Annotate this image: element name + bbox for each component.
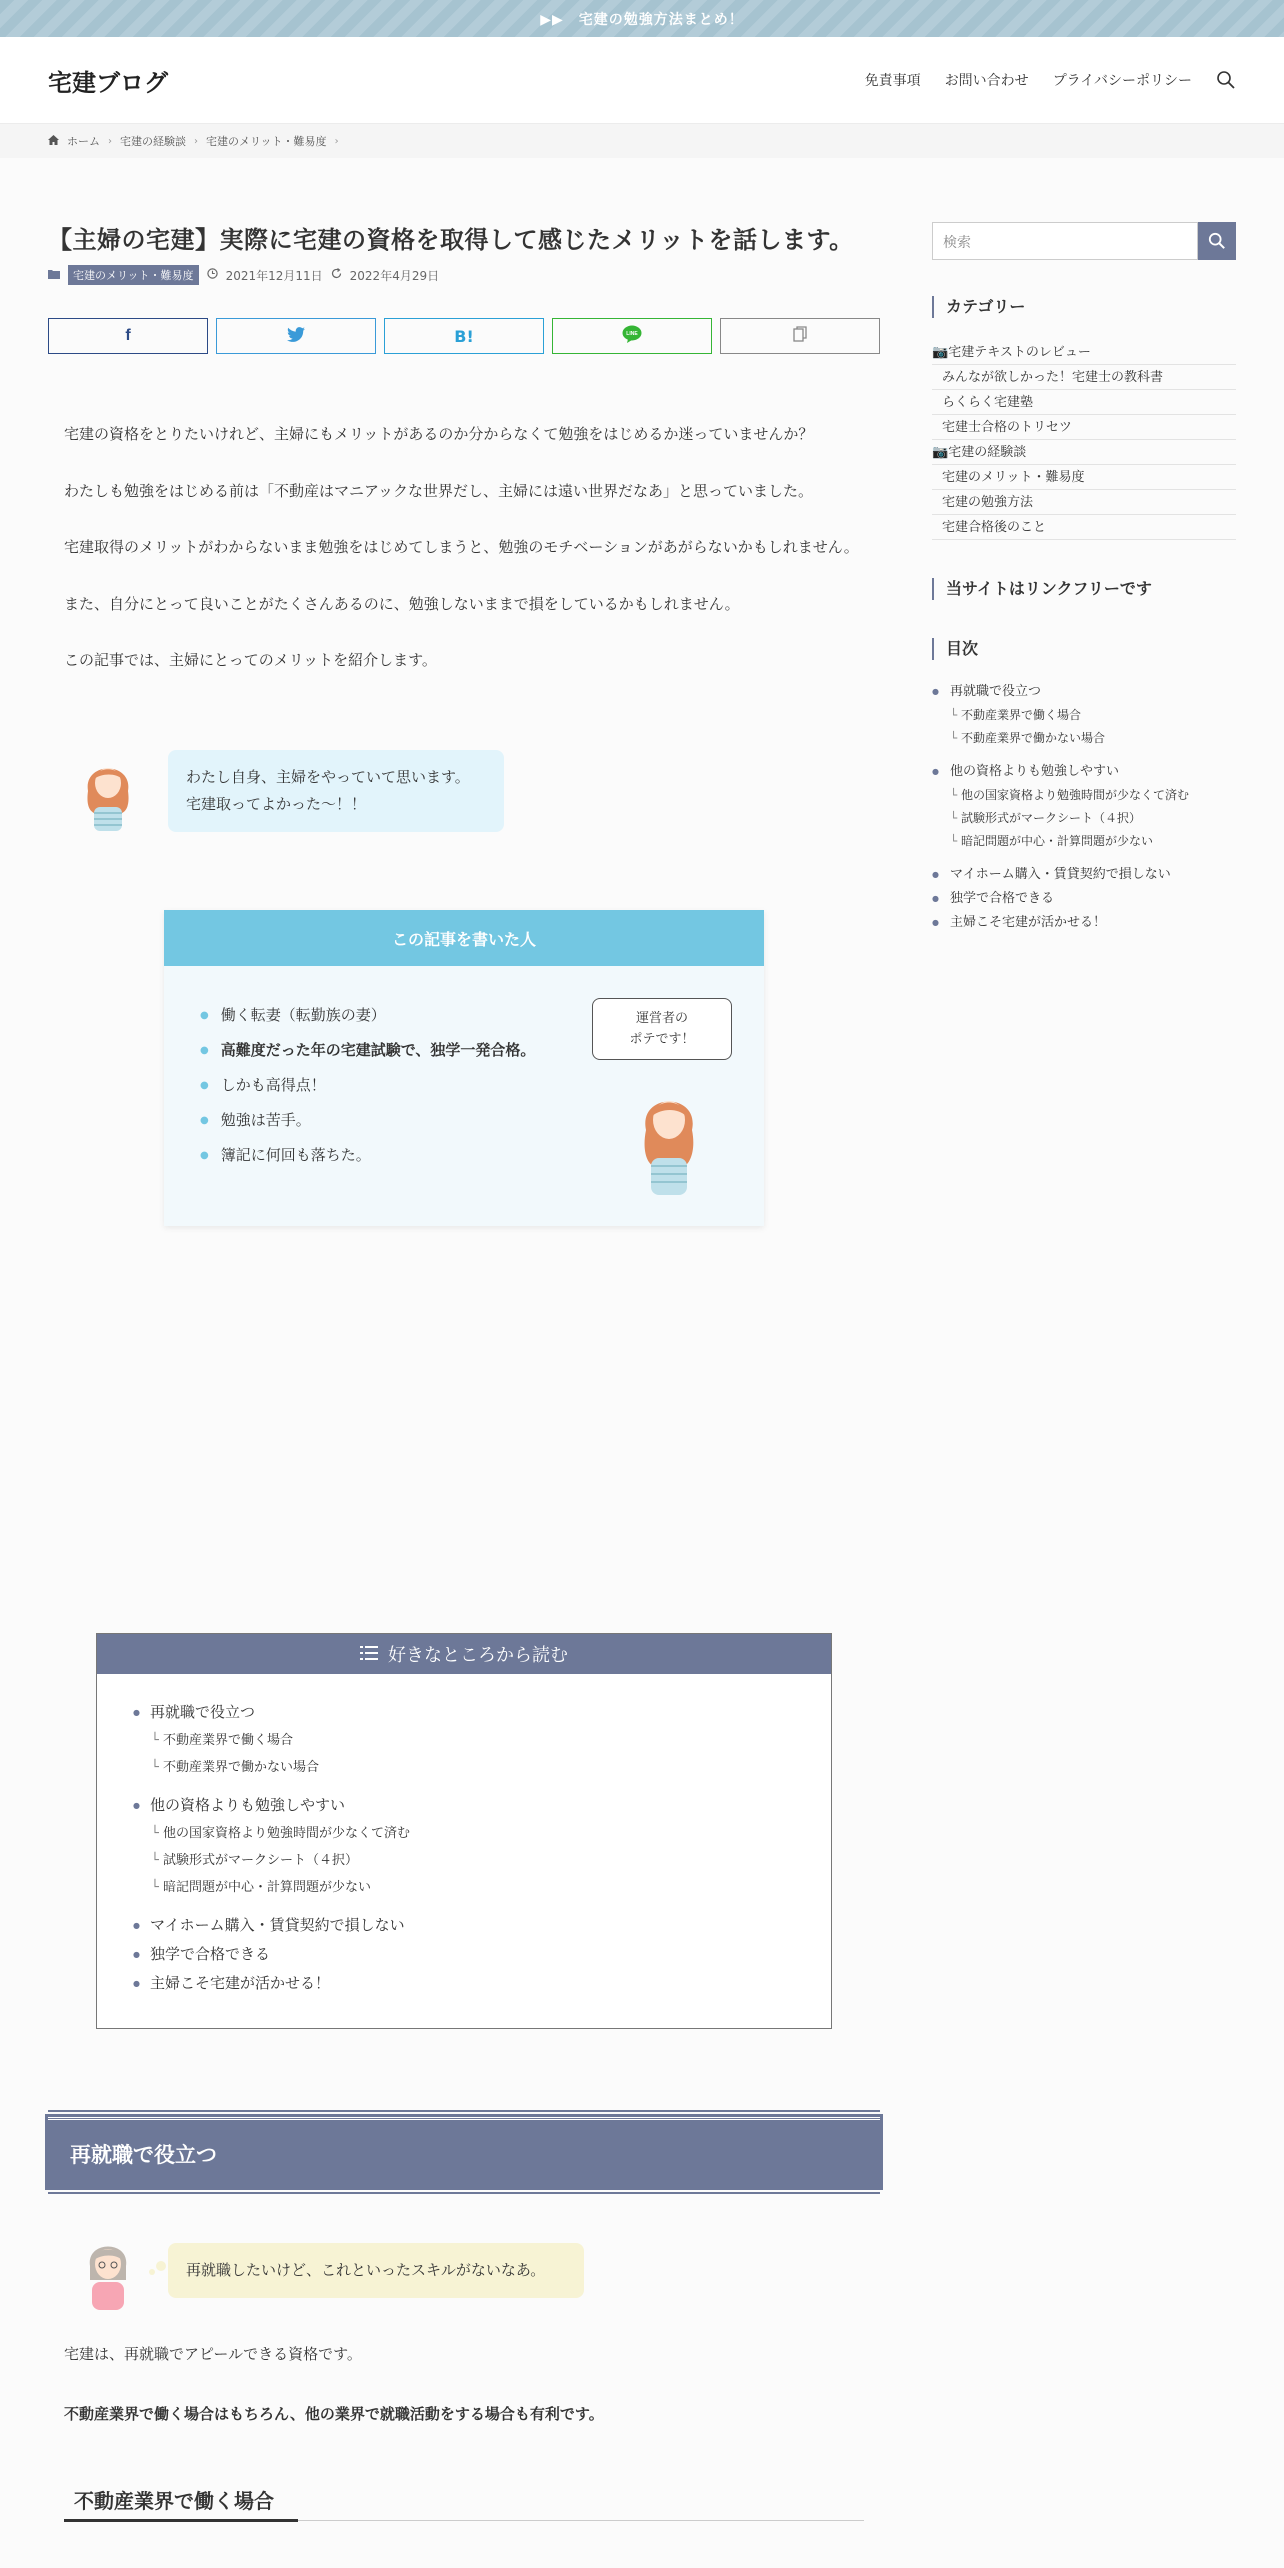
author-avatar (78, 751, 138, 831)
profile-item: ● しかも高得点！ (200, 1068, 535, 1103)
toc-link[interactable]: ● 主婦こそ宅建が活かせる！ (133, 1969, 831, 1998)
breadcrumb-home[interactable]: ホーム (67, 135, 100, 148)
site-header (0, 37, 1284, 124)
home-icon (48, 135, 59, 148)
toc-link[interactable]: ● 独学で合格できる (932, 887, 1236, 911)
paragraph: 宅建の資格をとりたいけれど、主婦にもメリットがあるのか分からなくて勉強をはじめるか迷っていませんか？ (64, 425, 814, 443)
search-icon (1208, 232, 1226, 250)
chevron-right-icon: › (108, 135, 112, 147)
profile-bubble-line: 運営者の (635, 1011, 688, 1026)
author-illustration (634, 1080, 704, 1199)
chevron-right-icon: › (194, 135, 198, 147)
nav-disclaimer[interactable]: 免責事項 (864, 73, 921, 89)
toc-link[interactable]: ● 再就職で役立つ (133, 1698, 831, 1727)
speech-bubble (168, 750, 504, 832)
toc-link[interactable]: └ 不動産業界で働かない場合 (932, 727, 1236, 750)
update-icon (331, 268, 342, 282)
breadcrumb-experience[interactable]: 宅建の経験談 (120, 135, 186, 148)
toc-link[interactable]: └ 他の国家資格より勉強時間が少なくて済む (932, 784, 1236, 807)
toc-link[interactable]: └ 暗記問題が中心・計算問題が少ない (133, 1874, 831, 1901)
copy-link-button[interactable] (720, 318, 880, 354)
category-link[interactable]: 宅建合格後のこと (932, 515, 1236, 540)
clock-icon (207, 268, 218, 282)
toc-link[interactable]: ● 主婦こそ宅建が活かせる！ (932, 911, 1236, 935)
speech-balloon-reader (78, 2230, 584, 2310)
toc-link[interactable]: ● 他の資格よりも勉強しやすい (133, 1791, 831, 1820)
global-nav (865, 70, 1236, 90)
reader-avatar (78, 2230, 138, 2310)
share-hatena-button[interactable] (384, 318, 544, 354)
speech-bubble: 再就職したいけど、これといったスキルがないなあ。 (168, 2243, 584, 2298)
share-twitter-button[interactable] (216, 318, 376, 354)
breadcrumb (0, 124, 1284, 158)
line-icon (622, 325, 642, 347)
breadcrumb-merit[interactable]: 宅建のメリット・難易度 (206, 135, 327, 148)
svg-text:LINE: LINE (626, 331, 638, 337)
profile-item: ● 働く転妻（転勤族の妻） (200, 998, 535, 1033)
toc-link[interactable]: ● マイホーム購入・賃貸契約で損しない (133, 1911, 831, 1940)
speech-line: 宅建取ってよかった～！！ (186, 795, 367, 813)
search-button[interactable] (1198, 222, 1236, 260)
site-logo[interactable]: 宅建ブログ (48, 68, 168, 97)
profile-item: ● 勉強は苦手。 (200, 1103, 535, 1138)
toc-link[interactable]: ● マイホーム購入・賃貸契約で損しない (932, 863, 1236, 887)
toc-link[interactable]: ● 他の資格よりも勉強しやすい (932, 760, 1236, 784)
toc-link[interactable]: └ 試験形式がマークシート（４択） (133, 1847, 831, 1874)
folder-icon (48, 268, 60, 282)
category-link[interactable]: みんなが欲しかった！宅建士の教科書 (932, 365, 1236, 390)
toc-link[interactable]: └ 不動産業界で働く場合 (133, 1727, 831, 1754)
copy-icon (793, 326, 807, 346)
profile-item: ● 高難度だった年の宅建試験で、独学一発合格。 (200, 1033, 535, 1068)
nav-privacy[interactable]: プライバシーポリシー (1052, 73, 1192, 89)
paragraph: また、自分にとって良いことがたくさんあるのに、勉強しないままで損をしているかもしれません。 (64, 594, 740, 613)
toc-link[interactable]: └ 不動産業界で働く場合 (932, 704, 1236, 727)
list-icon (360, 1644, 378, 1665)
category-link[interactable]: 宅建の勉強方法 (932, 490, 1236, 515)
subsection-heading (64, 2485, 864, 2521)
share-facebook-button[interactable] (48, 318, 208, 354)
heading-underline (64, 2519, 298, 2522)
paragraph-bold: 不動産業界で働く場合はもちろん、他の業界で就職活動をする場合も有利です。 (64, 2405, 604, 2423)
chevron-right-icon: › (334, 135, 339, 147)
nav-contact[interactable]: お問い合わせ (944, 73, 1029, 89)
toc-title: 好きなところから読む (388, 1645, 568, 1666)
camera-icon: 📷 (932, 345, 949, 360)
toc-link[interactable]: └ 試験形式がマークシート（４択） (932, 807, 1236, 830)
toc-link[interactable]: └ 他の国家資格より勉強時間が少なくて済む (133, 1820, 831, 1847)
subsection-title: 不動産業界で働く場合 (74, 2489, 274, 2513)
paragraph: 宅建は、再就職でアピールできる資格です。 (64, 2345, 362, 2363)
article-meta (48, 265, 439, 285)
category-link[interactable]: らくらく宅建塾 (932, 390, 1236, 415)
category-link[interactable]: 📷宅建テキストのレビュー (932, 340, 1236, 365)
table-of-contents (96, 1633, 832, 2029)
updated-date: 2022年4月29日 (349, 268, 440, 283)
search-input[interactable]: 検索 (932, 222, 1198, 260)
toc-heading (97, 1634, 831, 1674)
category-list (932, 340, 1236, 540)
categories-title: カテゴリー (932, 296, 1025, 318)
camera-icon: 📷 (932, 445, 949, 460)
twitter-icon (287, 327, 305, 346)
profile-speech-bubble (592, 998, 732, 1060)
toc-link[interactable]: └ 不動産業界で働かない場合 (133, 1754, 831, 1781)
category-link[interactable]: 📷宅建の経験談 (932, 440, 1236, 465)
share-line-button[interactable] (552, 318, 712, 354)
search-icon[interactable] (1216, 70, 1236, 90)
paragraph: 宅建取得のメリットがわからないまま勉強をはじめてしまうと、勉強のモチベーションがあがらないかもしれません。 (64, 538, 859, 556)
sidebar-search (932, 222, 1236, 260)
section-heading: 再就職で役立つ (48, 2117, 880, 2187)
sidebar-toc-list (932, 680, 1236, 935)
profile-list (200, 998, 535, 1173)
category-badge[interactable]: 宅建のメリット・難易度 (68, 265, 199, 285)
toc-link[interactable]: ● 再就職で役立つ (932, 680, 1236, 704)
linkfree-title: 当サイトはリンクフリーです (932, 578, 1152, 600)
hatena-icon: B! (454, 326, 474, 346)
profile-bubble-line: ポテです！ (629, 1031, 695, 1047)
category-link[interactable]: 宅建のメリット・難易度 (932, 465, 1236, 490)
speech-line: わたし自身、主婦をやっていて思います。 (186, 768, 470, 786)
paragraph: わたしも勉強をはじめる前は「不動産はマニアックな世界だし、主婦には遠い世界だなあ」と思っていました。 (64, 481, 813, 500)
category-link[interactable]: 宅建士合格のトリセツ (932, 415, 1236, 440)
announcement-bar[interactable] (0, 0, 1284, 37)
paragraph: この記事では、主婦にとってのメリットを紹介します。 (64, 651, 437, 669)
article-title: 【主婦の宅建】実際に宅建の資格を取得して感じたメリットを話します。 (48, 226, 854, 254)
published-date: 2021年12月11日 (225, 268, 323, 283)
toc-link[interactable]: └ 暗記問題が中心・計算問題が少ない (932, 830, 1236, 853)
speech-balloon-author (78, 750, 504, 832)
article-body (64, 420, 864, 703)
announcement-text[interactable]: ▶▶ 宅建の勉強方法まとめ！ (540, 11, 744, 28)
share-buttons (48, 318, 880, 354)
toc-list (97, 1674, 831, 1998)
facebook-icon: f (125, 327, 131, 344)
profile-item: ● 簿記に何回も落ちた。 (200, 1138, 535, 1173)
toc-link[interactable]: ● 独学で合格できる (133, 1940, 831, 1969)
author-profile-box (164, 910, 764, 1226)
profile-heading: この記事を書いた人 (164, 910, 764, 966)
sidebar-toc-title: 目次 (932, 638, 978, 660)
thought-dots-icon (148, 2258, 168, 2282)
